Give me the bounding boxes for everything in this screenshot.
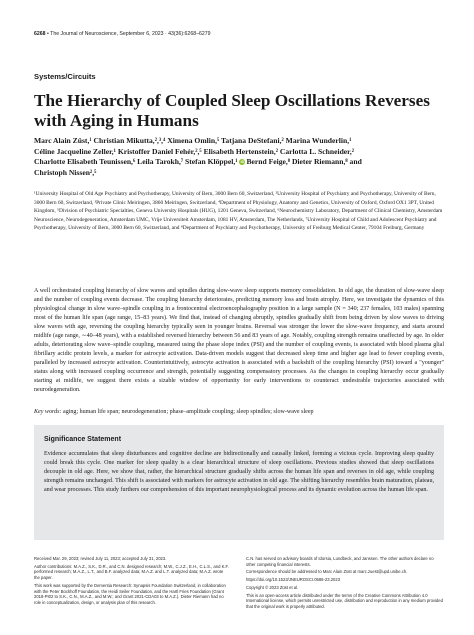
journal-citation: The Journal of Neuroscience, September 6, 2023 · 43(36):6268–6279 xyxy=(50,31,211,37)
running-header xyxy=(34,31,444,38)
copyright: Copyright © 2023 Züst et al. xyxy=(246,584,299,590)
significance-statement-box xyxy=(34,425,444,540)
competing-interests: C.N. has served on advisory boards of Idorsia, Lundbeck, and Janssen. The other authors declare no other competing financial interests. xyxy=(246,556,434,567)
article-title: The Hierarchy of Coupled Sleep Oscillations Reverses with Aging in Humans xyxy=(34,91,430,130)
abstract: A well orchestrated coupling hierarchy of slow waves and spindles during slow-wave sleep supports memory consolidation. In old age, the duration of slow-wave sleep and the number of coupling events decrease. The coupling hierarchy deteriorates, predicting memory loss and brain atrophy. Here, we investigate the dynamics of this physiological change in slow wave–spindle coupling in a frontocentral electroencephalography position in a large sample (N = 340; 237 females, 103 males) spanning most of the human life span (age range, 15–83 years). We find that, instead of changing abruptly, spindles gradually shift from being driven by slow waves to driving slow waves with age, reversing the coupling hierarchy typically seen in younger brains. Reversal was stronger the lower the slow-wave frequency, and starts around midlife (age range, ∼40–48 years), with a established reversed hierarchy between 56 and 83 years of age. Notably, coupling strength remains unaffected by age. In older adults, deteriorating slow wave–spindle coupling, measured using the phase slope index (PSI) and the number of coupling events, is associated with blood plasma glial fibrillary acidic protein levels, a marker for astrocyte activation. Data-driven models suggest that decreased sleep time and higher age lead to fewer coupling events, paralleled by increased astrocyte activation. Counterintuitively, astrocyte activation is associated with a backshift of the coupling hierarchy (PSI) toward a "younger" status along with increased coupling occurrence and strength, potentially suggesting compensatory processes. As the changes in coupling hierarchy occur gradually starting at midlife, we suggest there exists a sizable window of opportunity for early interventions to counteract undesirable trajectories associated with neurodegeneration. xyxy=(34,288,444,393)
significance-title: Significance Statement xyxy=(44,436,122,443)
keywords-label: Key words: xyxy=(34,409,62,415)
funding-note: This work was supported by the Dementia Research: Synapsis Foundation Switzerland, in collaboration with the Peter Bockhoff Foundation, the Heidi Seiler Foundation, and the Hartl Fries Foundation (Grant 2018-PI02 to S.K., C.N., M.A.Z., and M.W.; and Grant 2021-CDA03 to M.A.Z.). Dieter Riemann had no role in conceptualization, design, or analysis plan of this research. xyxy=(34,582,226,605)
doi-link[interactable]: https://doi.org/10.1523/JNEUROSCI.0586-23.2023 xyxy=(246,577,341,583)
license-note: This is an open-access article distributed under the terms of the Creative Commons Attribution 4.0 International license, which permits unrestricted use, distribution and reproduction in any medium provided that the original work is properly attributed. xyxy=(246,592,443,609)
author-line-2: Céline Jacqueline Zeller,¹ Kristoffer Daniel Fehér,²,⁵ Elisabeth Hertenstein,² Carlotta L. Schneider,² xyxy=(34,146,355,156)
orcid-icon[interactable]: iD xyxy=(240,160,245,165)
author-list xyxy=(34,136,444,178)
author-line-3: Charlotte Elisabeth Teunissen,⁶ Leila Tarokh,⁷ Stefan Klöppel,¹ xyxy=(34,157,240,167)
footnotes-left xyxy=(34,556,230,608)
author-line-1: Marc Alain Züst,¹ Christian Mikutta,²,³,⁴ Ximena Omlin,⁵ Tatjana DeStefani,² Marina Wunderlin,¹ xyxy=(34,136,352,145)
footnotes-right xyxy=(246,556,444,612)
affiliations: ¹University Hospital of Old Age Psychiatry and Psychotherapy, University of Bern, 3000 Bern 60, Switzerland, ²University Hospital of Psychiatry and Psychotherapy, University of Bern, 3000 Bern 60, Switzerland, ³Private Clinic Meiringen, 3860 Meiringen, Switzerland, ⁴Department of Physiology, Anatomy and Genetics, University of Oxford, Oxford OX1 3PT, United Kingdom, ⁵Division of Psychiatric Specialties, Geneva University Hospitals (HUG), 1201 Geneva, Switzerland, ⁶Neurochemistry Laboratory, Department of Clinical Chemistry, Amsterdam Neuroscience, Neurodegeneration, Amsterdam UMC, Vrije Universiteit Amsterdam, 1081 HV, Amsterdam, The Netherlands, ⁷University Hospital of Child and Adolescent Psychiatry and Psychotherapy, University of Bern, 3000 Bern 60, Switzerland, and ⁸Department of Psychiatry and Psychotherapy, University of Freiburg Medical Center, 79104 Freiburg, Germany xyxy=(34,191,443,232)
section-label: Systems/Circuits xyxy=(34,72,96,81)
author-line-3b: Bernd Feige,⁸ Dieter Riemann,⁸ and xyxy=(246,157,362,167)
keywords xyxy=(34,408,444,416)
page-number: 6268 xyxy=(34,31,46,37)
keywords-text: aging; human life span; neurodegeneration; phase–amplitude coupling; sleep spindles; slow-wave sleep xyxy=(61,409,314,415)
journal-line: • The Journal of Neuroscience, September 6, 2023 · 43(36):6268–6279 xyxy=(47,31,211,37)
correspondence: Correspondence should be addressed to Marc Alain Züst at marc.zuest@upd.unibe.ch. xyxy=(246,569,408,575)
author-contributions: Author contributions: M.A.Z., S.K., D.R., and C.N. designed research; M.W., C.J.Z., E.H., C.L.S., and K.F. performed research; M.A.Z., L.T., and B.F. analyzed data; M.A.Z. and L.T. analyzed data; M.A.Z. wrote the paper. xyxy=(34,563,229,581)
author-line-4: Christoph Nissen²,⁵ xyxy=(34,167,97,177)
received-dates: Received Mar. 29, 2023; revised July 11, 2023; accepted July 31, 2023. xyxy=(34,556,167,561)
significance-text: Evidence accumulates that sleep disturbances and cognitive decline are bidirectionally and causally linked, forming a vicious cycle. Improving sleep quality could break this cycle. One marker for sleep quality is a clear hierarchical structure of sleep oscillations. Previous studies showed that sleep oscillations decouple in old age. Here, we show that, rather, the hierarchical structure gradually shifts across the human life span and reverses in old age, while coupling strength remains unchanged. This shift is associated with markers for astrocyte activation in old age. The shifting hierarchy resembles brain maturation, plateau, and wear processes. This study furthers our comprehension of this important neurophysiological process and its dynamic evolution across the human life span. xyxy=(44,451,434,493)
